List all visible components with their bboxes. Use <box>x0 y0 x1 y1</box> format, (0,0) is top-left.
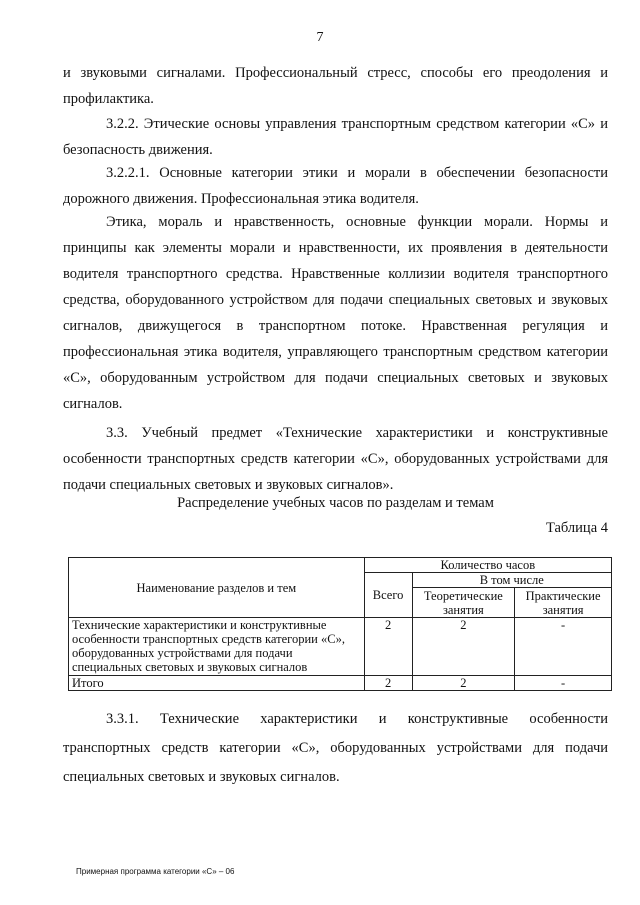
hours-table <box>68 557 612 691</box>
paragraph-section-3-3 <box>63 420 608 498</box>
header-total: Всего <box>364 573 412 618</box>
row-theory: 2 <box>412 618 515 676</box>
row-total: 2 <box>364 676 412 691</box>
paragraph-text: 3.3. Учебный предмет «Технические характеристики и конструктивные особенности транспортных средств категории «С», оборудованных устройствами для подачи специальных световых и звуковых сигналов». <box>63 425 608 493</box>
page-footer: Примерная программа категории «С» – 06 <box>76 867 235 876</box>
row-name: Итого <box>69 676 365 691</box>
paragraph-ethics <box>63 209 608 417</box>
paragraph-text: 3.3.1. Технические характеристики и конструктивные особенности транспортных средств категории «С», оборудованных устройствами для подачи специальных световых и звуковых сигналов. <box>63 711 608 785</box>
table-row <box>69 618 612 676</box>
table-label: Таблица 4 <box>545 520 608 536</box>
row-name: Технические характеристики и конструктивные особенности транспортных средств категории «С», оборудованных устройствами для подачи специальных световых и звуковых сигналов <box>69 618 365 676</box>
paragraph-section-3-2-2-1 <box>63 160 608 212</box>
paragraph-text: 3.2.2. Этические основы управления транспортным средством категории «С» и безопасность движения. <box>63 116 608 158</box>
header-name: Наименование разделов и тем <box>69 558 365 618</box>
table-caption: Распределение учебных часов по разделам и темам <box>177 495 494 511</box>
paragraph-text: Этика, мораль и нравственность, основные функции морали. Нормы и принципы как элементы морали и нравственности, их проявления в деятельности водителя транспортного средства. Нравственные коллизии водителя транспортного средства, оборудованного устройством для подачи специальных световых и звуковых сигналов, движущегося в транспортном потоке. Нравственная регуляция и профессиональная этика водителя, управляющего транспортным средством категории «С», оборудованным устройством для подачи специальных световых и звуковых сигналов. <box>63 214 608 412</box>
row-total: 2 <box>364 618 412 676</box>
page-number: 7 <box>316 30 324 45</box>
header-including: В том числе <box>412 573 612 588</box>
header-theory: Теоретические занятия <box>412 588 515 618</box>
row-practice: - <box>515 618 612 676</box>
row-practice: - <box>515 676 612 691</box>
paragraph-stress <box>63 60 608 112</box>
paragraph-section-3-2-2 <box>63 111 608 163</box>
paragraph-section-3-3-1 <box>63 705 608 792</box>
header-practice: Практические занятия <box>515 588 612 618</box>
table-row-total <box>69 676 612 691</box>
paragraph-text: и звуковыми сигналами. Профессиональный стресс, способы его преодоления и профилактика. <box>63 65 608 107</box>
row-theory: 2 <box>412 676 515 691</box>
header-hours: Количество часов <box>364 558 611 573</box>
paragraph-text: 3.2.2.1. Основные категории этики и морали в обеспечении безопасности дорожного движения. Профессиональная этика водителя. <box>63 165 608 207</box>
